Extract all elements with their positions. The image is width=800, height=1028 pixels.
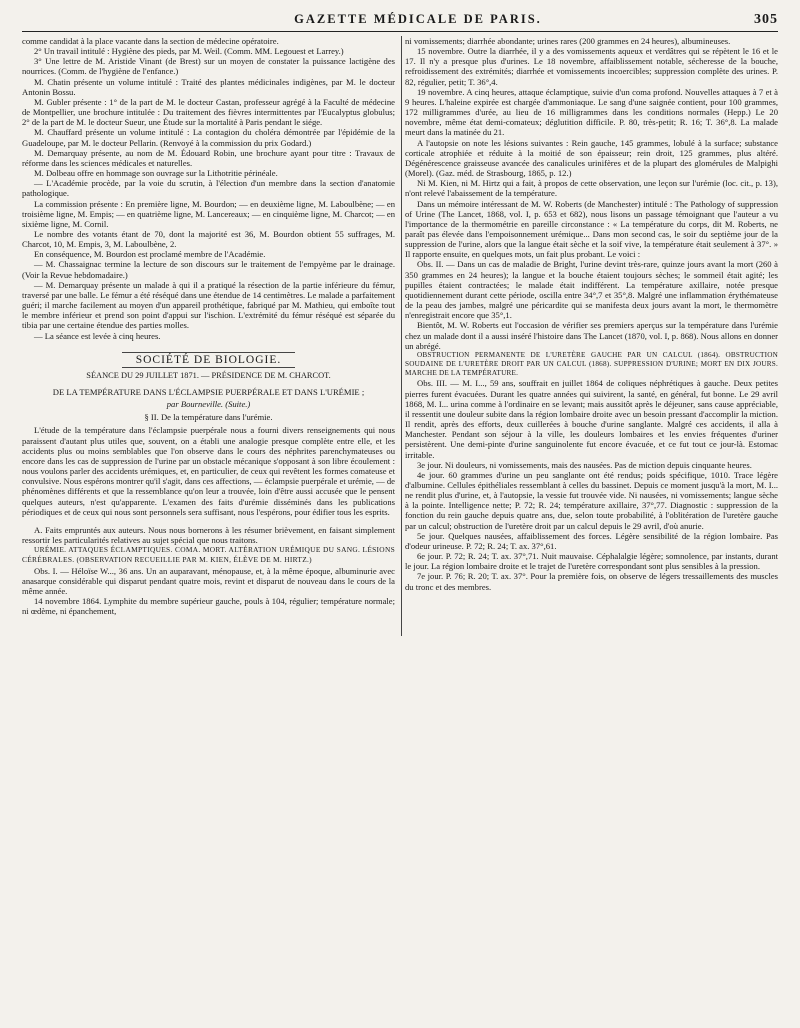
paragraph: ni vomissements; diarrhée abondante; urines rares (200 grammes en 24 heures), albumineuses. (405, 36, 731, 46)
paragraph: En conséquence, M. Bourdon est proclamé membre de l'Académie. (34, 249, 266, 260)
observation-heading: URÉMIE. ATTAQUES ÉCLAMPTIQUES. COMA. MORT. ALTÉRATION URÉMIQUE DU SANG. LÉSIONS CÉRÉBRALES. (OBSERVATION RECUEILLIE PAR M. KIEN, ÉLÈVE DE M. HIRTZ.) (22, 545, 395, 565)
paragraph: L'étude de la température dans l'éclampsie puerpérale nous a fourni divers renseignements qui nous paraissent d'autant plus utiles que, souvent, on a établi une analogie presque complète entre elle, et les accidents plus ou moins semblables que l'on observe dans le cours des néphrites parenchymateuses ou encore dans les cas de suppression de l'urine par un obstacle mécanique s'opposant à son libre écoulement : nous voulons parler des accidents urémiques, et, en particulier, de ceux qui revêtent les formes comateuse et convulsive. Nous espérons montrer qu'il s'agit, dans ces affections, — éclampsie puerpérale et urémie, — de phénomènes différents et que la ressemblance qu'on leur a trouvée, loin d'être aussi accusée que le pensent quelques auteurs, n'est qu'apparente. L'examen des faits d'urémie disséminés dans les publications périodiques et de ceux qui nous sont personnels sera suffisant, nous l'espérons, pour édifier tous les esprits. (22, 425, 395, 517)
paragraph: 15 novembre. Outre la diarrhée, il y a des vomissements aqueux et verdâtres qui se répètent le 16 et le 17. Il n'y a presque plus d'urines. Le 18 novembre, affaiblissement notable, sécheresse de la bouche, refroidissement des extrémités; diarrhée et vomissements incoercibles; suppression complète des urines. P. 82, régulier, petit; T. 36°,4. (405, 46, 778, 87)
paragraph: M. Gubler présente : 1° de la part de M. le docteur Castan, professeur agrégé à la Faculté de médecine de Montpellier, une brochure intitulée : Du traitement des fièvres intermittentes par l'Eucalyptus globulus; 2° de la part de M. le docteur Sueur, une Étude sur la mortalité à Paris pendant le siége. (22, 96, 395, 128)
page-header (22, 12, 778, 32)
paragraph: Obs. III. — M. I..., 59 ans, souffrait en juillet 1864 de coliques néphrétiques à gauche. Deux petites pierres furent évacuées. Durant les quatre années qui suivirent, la santé, en général, fut bonne. Le 29 avril 1868, M. I... urina comme à l'ordinaire en se levant; mais aussitôt après le déjeuner, sans cause appréciable, il ressentit une douleur subite dans la région lombaire droite avec un besoin pressant d'accomplir la miction. Il rendit, après des efforts, deux cuillerées à bouche d'urine sanglante. Malgré ces accidents, il alla à Manchester. Pendant son séjour à la ville, les douleurs lombaires et les envies fréquentes d'uriner persistèrent. Une demi-pinte d'urine sanguinolente fut encore évacuée, et ce fut tout ce jour-là. Estomac irritable. (405, 378, 778, 460)
paragraph: 6e jour. P. 72; R. 24; T. ax. 37°,71. Nuit mauvaise. Céphalalgie légère; somnolence, par instants, durant le jour. La région lombaire droite et le trajet de l'uretère correspondant sont plus sensibles à la pression. (405, 551, 778, 572)
paragraph: comme candidat à la place vacante dans la section de médecine opératoire. (22, 36, 279, 46)
paragraph: Dans un mémoire intéressant de M. W. Roberts (de Manchester) intitulé : The Pathology of suppression of Urine (The Lancet, 1868, vol. I, p. 653 et 682), nous lisons un passage témoignant que l'auteur a vu l'importance de la thermométrie en pareille circonstance : « La température du corps, dit M. Roberts, ne paraît pas élevée dans l'empoisonnement urémique... Dans mon second cas, le soir du septième jour de la suppression de l'urine, alors que la langue était sèche et la soif vive, la température était seulement à 37°. » Il rapporte ensuite, en quelques mots, un fait plus probant. Le voici : (405, 198, 778, 260)
paragraph: 14 novembre 1864. Lymphite du membre supérieur gauche, pouls à 104, régulier; température normale; ni œdème, ni épanchement, (22, 595, 395, 617)
paragraph: Le nombre des votants étant de 70, dont la majorité est 36, M. Bourdon obtient 55 suffrages, M. Charcot, 10, M. Empis, 3, M. Laboulbène, 2. (22, 228, 395, 250)
paragraph: 7e jour. P. 76; R. 20; T. ax. 37°. Pour la première fois, on observe de légers tressaillements des muscles du tronc et des membres. (405, 571, 778, 592)
paragraph: Obs. I. — Héloïse W..., 36 ans. Un an auparavant, ménopause, et, à la même époque, albuminurie avec anasarque considérable qui disparut pendant quatre mois, revint et disparut de nouveau dans le cours de la même année. (22, 565, 395, 596)
right-column (405, 36, 778, 616)
paragraph: 2° Un travail intitulé : Hygiène des pieds, par M. Weil. (Comm. MM. Legouest et Larrey.) (34, 46, 344, 57)
paragraph: A. Faits empruntés aux auteurs. Nous nous bornerons à les résumer brièvement, en faisant simplement ressortir les particularités relatives au sujet spécial que nous traitons. (22, 524, 395, 546)
paragraph: 4e jour. 60 grammes d'urine un peu sanglante ont été rendus; poids spécifique, 1010. Trace légère d'albumine. Cellules épithéliales ressemblant à celles du bassinet. Depuis ce moment jusqu'à la mort, M. I... ne rendit plus d'urine, et, à l'autopsie, la vessie fut trouvée vide. Ni nausées, ni vomissements; langue sèche à la pointe. Intelligence nette; P. 72; R. 24; température axillaire, 37°,77. Diagnostic : suppression de la fonction du rein gauche depuis quatre ans, due, selon toute probabilité, à l'oblitération de l'uretère gauche par un calcul; obstruction de l'uretère droit par un calcul depuis le 29 avril, d'où anurie. (405, 469, 778, 531)
paragraph: M. Chauffard présente un volume intitulé : La contagion du choléra démontrée par l'épidémie de la Guadeloupe, par M. le docteur Pellarin. (Renvoyé à la commission du prix Godard.) (22, 127, 395, 148)
paragraph: M. Demarquay présente, au nom de M. Édouard Robin, une brochure ayant pour titre : Travaux de réforme dans les sciences médicales et naturelles. (22, 147, 395, 168)
paragraph: Ni M. Kien, ni M. Hirtz qui a fait, à propos de cette observation, une leçon sur l'urémie (loc. cit., p. 13), n'ont relevé l'abaissement de la température. (405, 178, 778, 199)
paragraph: M. Dolbeau offre en hommage son ouvrage sur la Lithotritie périnéale. (34, 168, 278, 179)
society-section-title: SOCIÉTÉ DE BIOLOGIE. (22, 355, 395, 365)
paragraph: Obs. II. — Dans un cas de maladie de Bright, l'urine devint très-rare, quinze jours avant la mort (260 à 350 grammes en 24 heures); la langue et la bouche étaient toujours sèches; le sommeil était agité; les pupilles étaient contractées; le malade était indifférent. La température axillaire, notée presque quotidiennement durant cette période, oscilla entre 34°,7 et 35°,8. Malgré une inflammation érythémateuse de la peau des jambes, malgré une péricardite qui se manifesta deux jours avant la mort, le thermomètre n'enregistrait encore que 35°,1. (405, 259, 778, 321)
paragraph: M. Chatin présente un volume intitulé : Traité des plantes médicinales indigènes, par M. le docteur Antonin Bossu. (22, 76, 395, 97)
two-column-body (22, 36, 778, 616)
paragraph: 5e jour. Quelques nausées, affaiblissement des forces. Légère sensibilité de la région lombaire. Pas d'odeur urineuse. P. 72; R. 24; T. ax. 37°,61. (405, 530, 778, 551)
paragraph: — La séance est levée à cinq heures. (34, 330, 161, 341)
paragraph: La commission présente : En première ligne, M. Bourdon; — en deuxième ligne, M. Laboulbène; — en troisième ligne, M. Empis; — en quatrième ligne, M. Lancereaux; — en cinquième ligne, M. Charcot; — en sixième ligne, M. Cornil. (22, 198, 395, 229)
column-divider (401, 36, 402, 636)
subsection-title: § II. De la température dans l'urémie. (144, 412, 273, 423)
paragraph: A l'autopsie on note les lésions suivantes : Rein gauche, 145 grammes, lobulé à la surface; substance corticale atrophiée et réduite à la moitié de son épaisseur; rein droit, 125 grammes, plus altéré. Dégénérescence graisseuse avancée des canalicules urinifères et de la plupart des glomérules de Malpighi (Morel). (Gaz. méd. de Strasbourg, 1865, p. 12.) (405, 137, 778, 179)
left-column (22, 36, 395, 616)
observation-heading: OBSTRUCTION PERMANENTE DE L'URETÈRE GAUCHE PAR UN CALCUL (1864). OBSTRUCTION SOUDAINE DE L'URETÈRE DROIT PAR UN CALCUL (1868). SUPPRESSION D'URINE; MORT EN DIX JOURS. MARCHE DE LA TEMPÉRATURE. (405, 350, 778, 378)
page-number: 305 (753, 12, 778, 27)
session-line: SÉANCE DU 29 JUILLET 1871. — PRÉSIDENCE DE M. CHARCOT. (86, 370, 331, 380)
paragraph: Bientôt, M. W. Roberts eut l'occasion de vérifier ses premiers aperçus sur la température dans l'urémie chez un malade dont il a aussi inséré l'histoire dans The Lancet (1870, vol. I, p. 868). Nous allons en donner un abrégé. (405, 320, 778, 351)
journal-title: GAZETTE MÉDICALE DE PARIS. (294, 12, 542, 26)
paragraph: — L'Académie procède, par la voie du scrutin, à l'élection d'un membre dans la section d'anatomie pathologique. (22, 178, 395, 199)
article-author: par Bourneville. (Suite.) (166, 399, 251, 410)
paragraph: 3° Une lettre de M. Aristide Vinant (de Brest) sur un moyen de constater la puissance lactigène des nourrices. (Comm. de l'hygiène de l'enfance.) (22, 56, 395, 77)
paragraph: 19 novembre. A cinq heures, attaque éclamptique, suivie d'un coma profond. Nouvelles attaques à 7 et à 9 heures. L'haleine expirée est chargée d'ammoniaque. Le sang d'une saignée contient, pour 100 grammes, 172 milligrammes d'urée, au lieu de 16 milligrammes dans les conditions normales (Hepp.) Le 20 novembre, même état demi-comateux; déglutition difficile. P. 80, très-petit; R. 16; T. 36°,8. La malade meurt dans la matinée du 21. (405, 86, 778, 138)
paragraph: — M. Demarquay présente un malade à qui il a pratiqué la résection de la partie inférieure du fémur, traversé par une balle. Le fémur a été réséqué dans une étendue de 14 centimètres. Le malade a parfaitement guéri; il marche facilement au moyen d'un appareil prothétique, fabriqué par M. Mathieu, qui emboîte tout le membre inférieur et prend son point d'appui sur l'ischion. L'extrémité du fémur réséqué est séparée du tibia par une certaine étendue des parties molles. (22, 279, 395, 331)
article-title: DE LA TEMPÉRATURE DANS L'ÉCLAMPSIE PUERPÉRALE ET DANS L'URÉMIE ; (52, 387, 365, 397)
paragraph: — M. Chassaignac termine la lecture de son discours sur le traitement de l'empyème par le drainage. (Voir la Revue hebdomadaire.) (22, 259, 395, 280)
paragraph: 3e jour. Ni douleurs, ni vomissements, mais des nausées. Pas de miction depuis cinquante heures. (417, 459, 752, 470)
